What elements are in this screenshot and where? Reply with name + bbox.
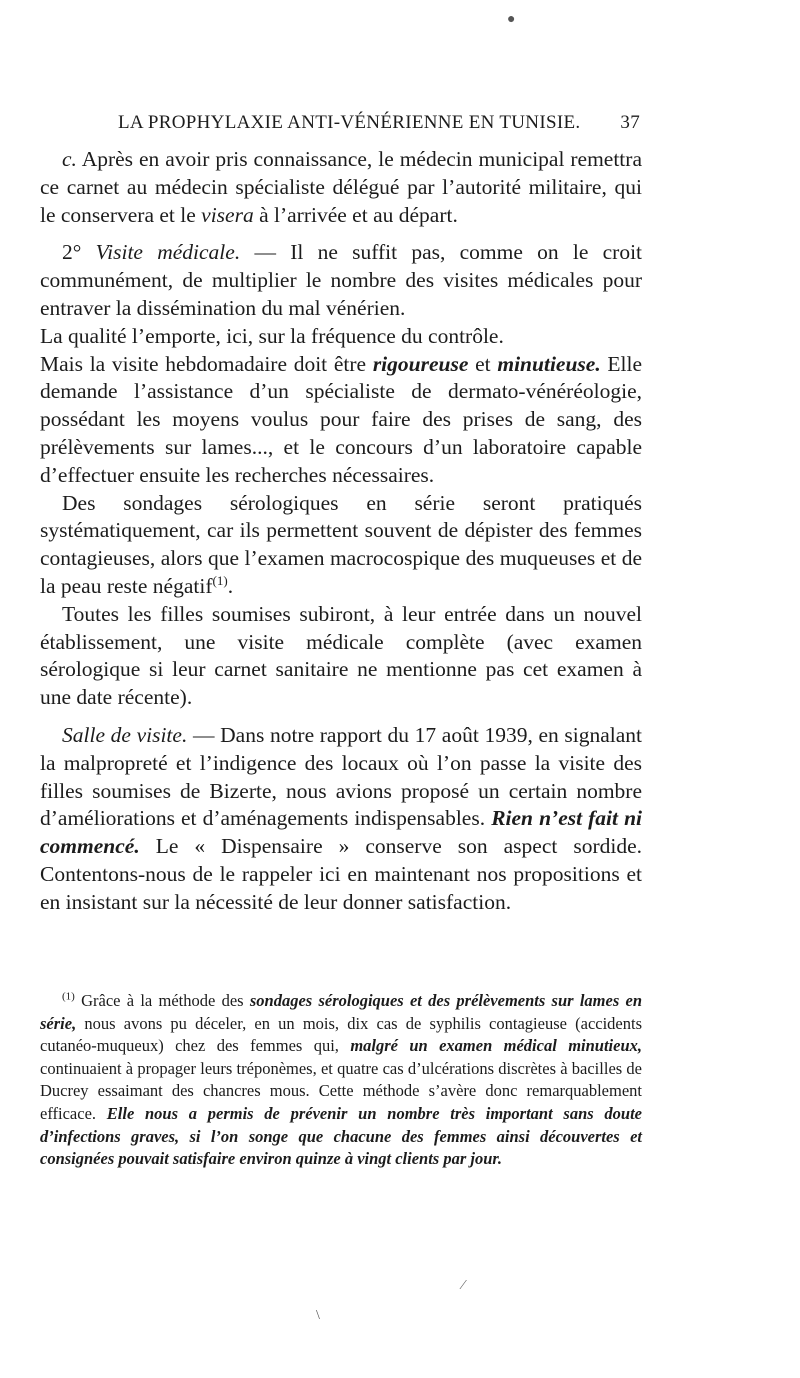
italic-phrase: visera (201, 202, 254, 227)
body-text (40, 146, 642, 917)
italic-phrase: Rien n’est fait ni commencé. (40, 806, 643, 859)
footnote-text (40, 990, 642, 1171)
running-title: LA PROPHYLAXIE ANTI-VÉNÉRIENNE EN TUNISIE. (118, 112, 581, 133)
running-header (118, 112, 640, 140)
footnote-span: Grâce à la méthode des (81, 991, 244, 1010)
paragraph-salle-de-visite (40, 722, 642, 917)
item-label: c. (62, 147, 77, 171)
paragraph-text: Elle demande l’assistance d’un spécialiste de dermato-vénéréologie, possédant les moyens voulus pour faire des prises de sang, des prélèvements sur lames..., et le concours d’un laboratoire capable d’effectuer ensuite les recherches nécessaires. (40, 351, 643, 487)
footnote-span: continuaient à propager leurs tréponèmes, et quatre cas d’ulcérations discrètes à bacilles de Ducrey essaimant des chancres mous. Cette méthode s’avère donc remarquablement efficace. (40, 1058, 642, 1123)
paragraph-text: Mais la visite hebdomadaire doit être (40, 351, 367, 376)
paragraph-text: — Dans notre rapport du 17 août 1939, en signalant la malpropreté et l’indigence des locaux où l’on passe la visite des filles soumises de Bizerte, nous avions proposé un certain nombre d’améliorations et d’aménagements indispensables. (40, 722, 643, 831)
italic-phrase: minutieuse. (497, 351, 601, 376)
paragraph-text: Le « Dispensaire » conserve son aspect sordide. Contentons-nous de le rappeler ici en maintenant nos propositions et en insistant sur la nécessité de leur donner satisfaction. (40, 834, 642, 914)
paragraph-qualite: La qualité l’emporte, ici, sur la fréquence du contrôle. (40, 323, 504, 348)
footnote-mark: (1) (62, 990, 75, 1003)
ink-speck: \ (316, 1308, 320, 1323)
footnote-italic: Elle nous a permis de prévenir un nombre très important sans doute d’infections graves, si l’on songe que chacune des femmes ainsi découvertes et consignées pouvait satisfaire environ quinze à vingt clients par jour. (40, 1103, 642, 1169)
paragraph-text: Après en avoir pris connaissance, le médecin municipal remettra ce carnet au médecin spécialiste délégué par l’autorité militaire, qui le conservera et le (40, 147, 642, 227)
ink-speck: ● (507, 12, 516, 27)
page-number: 37 (620, 112, 640, 133)
paragraph-visite-medicale (40, 239, 642, 322)
paragraph-filles-soumises: Toutes les filles soumises subiront, à leur entrée dans un nouvel établissement, une visite médicale complète (avec examen sérologique si leur carnet sanitaire ne mentionne pas cet examen à une date récente). (40, 601, 642, 710)
footnote-span: nous avons pu déceler, en un mois, dix cas de syphilis contagieuse (accidents cutanéo-muqueux) chez des femmes qui, (40, 1013, 642, 1056)
ink-speck: ⁄ (462, 1278, 465, 1293)
section-number: 2° (62, 240, 82, 265)
paragraph-text: Des sondages sérologiques en série seront pratiqués systématiquement, car ils permettent souvent de dépister des femmes contagieuses, alors que l’examen macrocospique des muqueuses et de la peau reste négatif (40, 490, 642, 598)
footnote-italic: sondages sérologiques et des prélèvements sur lames en série, (40, 991, 642, 1033)
paragraph-text: à l’arrivée et au départ. (259, 202, 458, 227)
section-heading: Visite médicale. (95, 240, 241, 265)
italic-phrase: rigoureuse (372, 351, 469, 376)
paragraph-text: . (227, 573, 234, 598)
paragraph-sondages (40, 490, 642, 601)
section-heading: Salle de visite. (62, 722, 188, 747)
footnote-ref: (1) (212, 572, 228, 588)
footnote-italic: malgré un examen médical minutieux, (350, 1036, 643, 1056)
paragraph-c (40, 146, 642, 229)
paragraph-text: et (475, 351, 491, 376)
footnote (40, 990, 642, 1171)
paragraph-text: — Il ne suffit pas, comme on le croit communément, de multiplier le nombre des visites médicales pour entraver la dissémination du mal vénérien. (40, 240, 643, 320)
paragraph-hebdomadaire (40, 351, 642, 490)
